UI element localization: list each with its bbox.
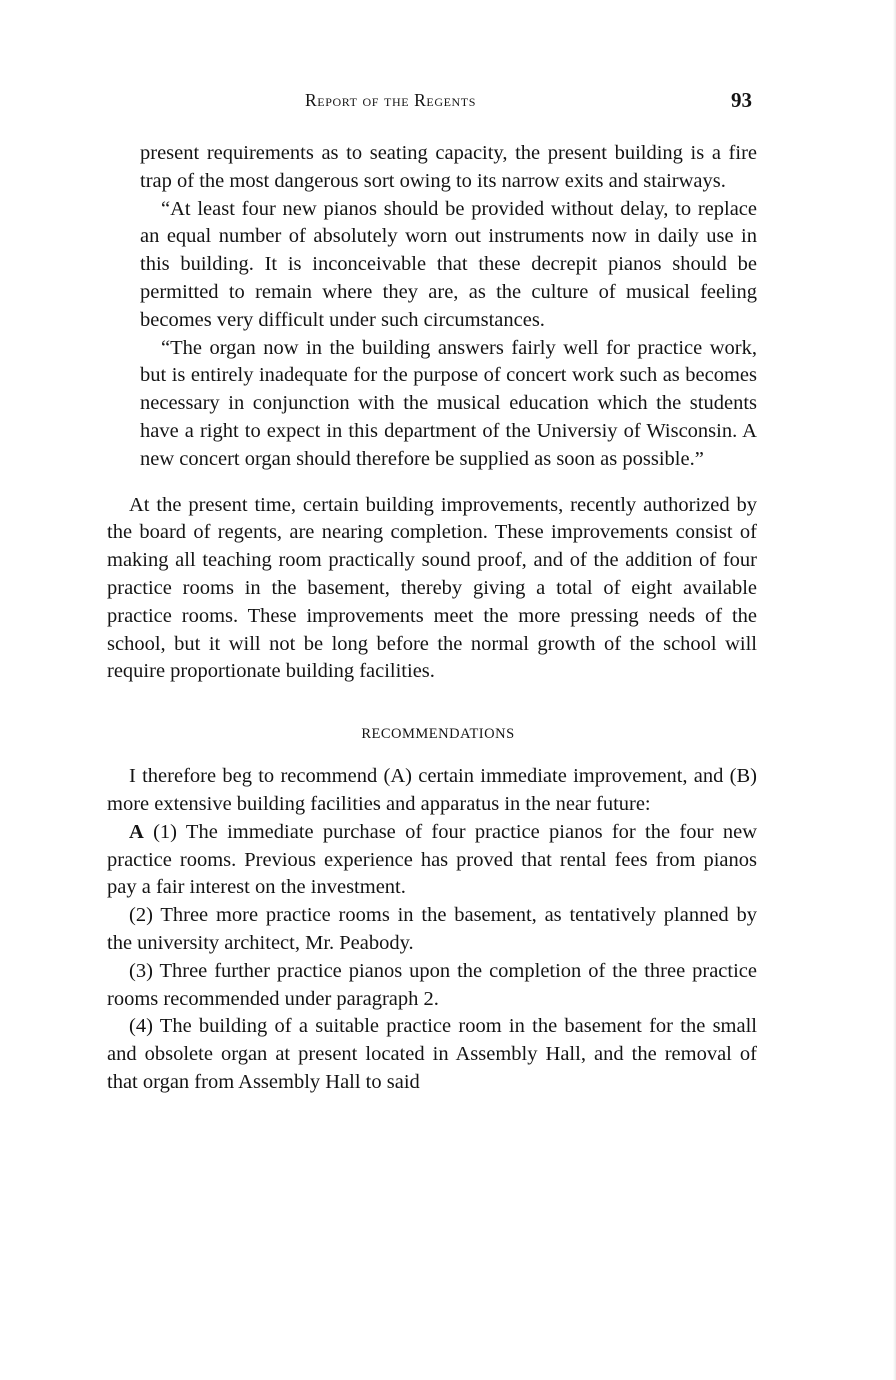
building-improvements-paragraph: At the present time, certain building improvements, recently authorized by the board of regents, are nearing completion. These improvements consist of making all teaching room practically sound proof, and of the addition of four practice rooms in the basement, thereby giving a total of eight available practice rooms. These improvements meet the more pressing needs of the school, but it will not be long before the normal growth of the school will require proportionate building facilities. [107,493,757,683]
quote-paragraph-pianos: “At least four new pianos should be provided without delay, to replace an equal number of absolutely worn out instruments now in daily use in this building. It is inconceivable that these decrepit pianos should be permitted to remain where they are, as the culture of musical feeling becomes very difficult under such circumstances. [140,197,757,331]
page-body [107,140,757,1097]
recommendation-item-2: (2) Three more practice rooms in the basement, as tentatively planned by the university architect, Mr. Peabody. [107,904,757,954]
running-title: Report of the Regents [305,90,477,110]
recommendation-item-a1 [107,819,757,902]
section-letter-a: A [129,820,144,843]
quoted-letter [140,140,757,474]
quote-paragraph-continued: present requirements as to seating capacity, the present building is a fire trap of the most dangerous sort owing to its narrow exits and stairways. [140,142,757,192]
page-header [0,88,896,118]
recommendations-heading: RECOMMENDATIONS [361,726,515,743]
recommendations-intro: I therefore beg to recommend (A) certain immediate improvement, and (B) more extensive building facilities and apparatus in the near future: [107,765,757,815]
page-number: 93 [731,88,752,112]
recommendation-item-4: (4) The building of a suitable practice room in the basement for the small and obsolete organ at present located in Assembly Hall, and the removal of that organ from Assembly Hall to said [107,1015,757,1093]
quote-paragraph-organ: “The organ now in the building answers fairly well for practice work, but is entirely inadequate for the purpose of concert work such as becomes necessary in conjunction with the musical education which the students have a right to expect in this department of the Universiy of Wisconsin. A new concert organ should therefore be supplied as soon as possible.” [140,336,757,470]
recommendation-item-3: (3) Three further practice pianos upon the completion of the three practice rooms recommended under paragraph 2. [107,959,757,1010]
recommendation-item-text: (1) The immediate purchase of four practice pianos for the four new practice rooms. Previous experience has proved that rental fees from pianos pay a fair interest on the investment. [107,820,757,899]
